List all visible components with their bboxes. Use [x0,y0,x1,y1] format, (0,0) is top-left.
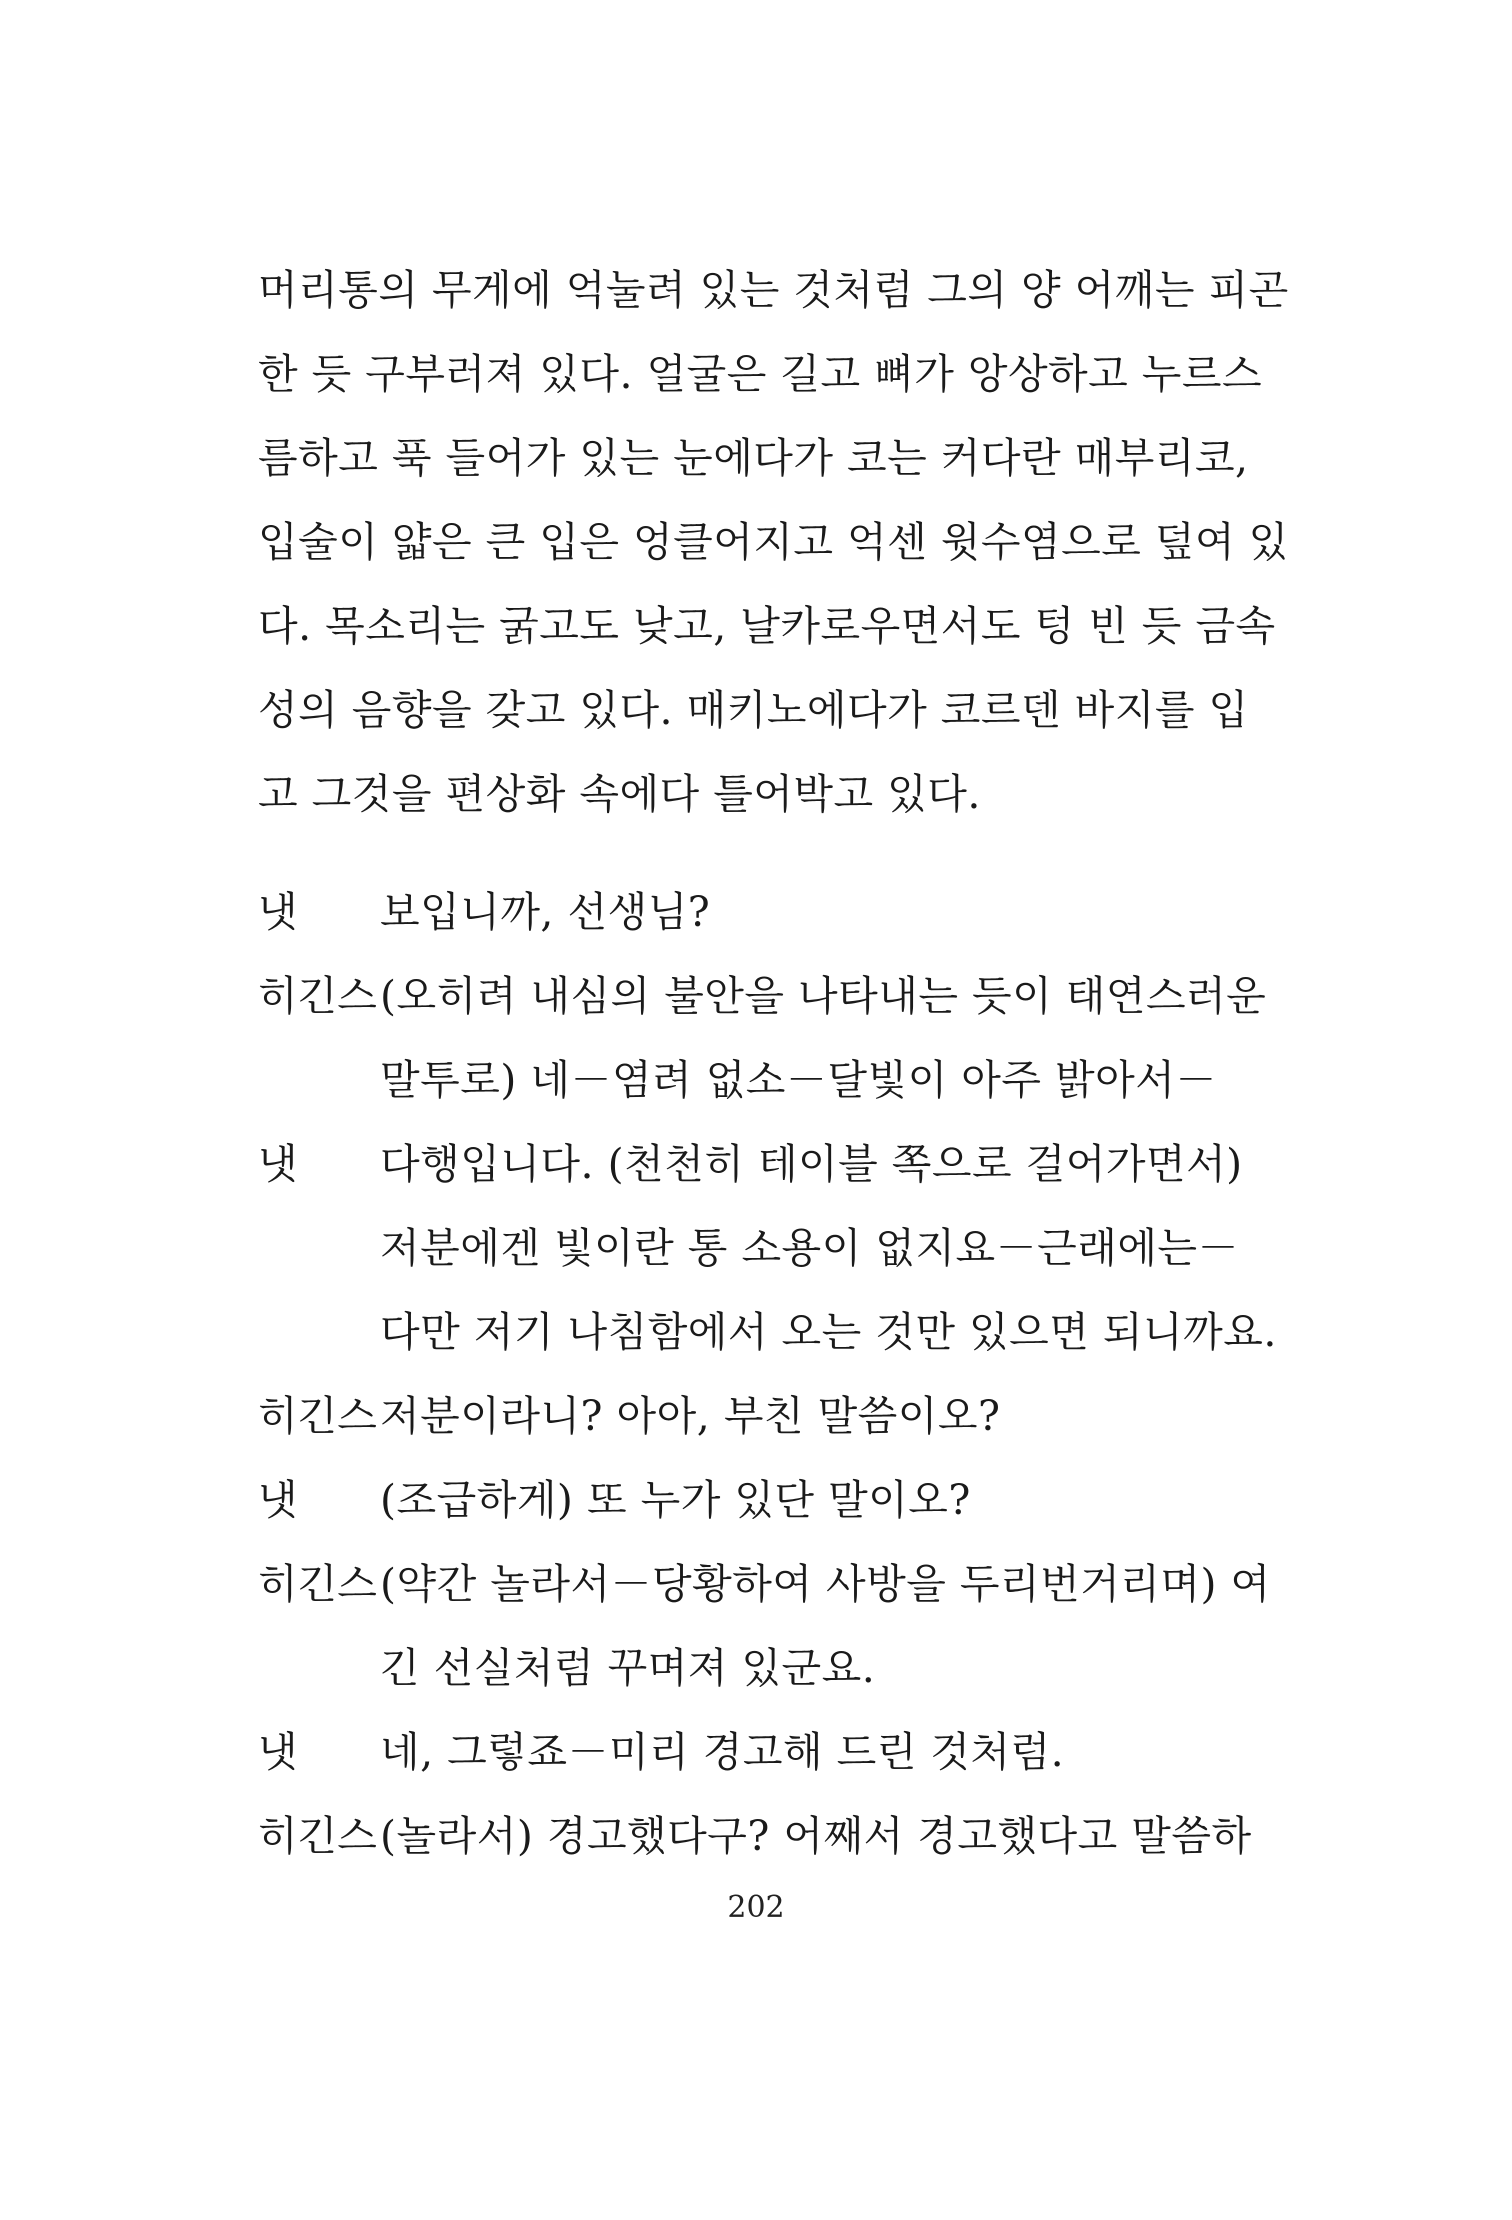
speaker-name: 냇 [258,1140,298,1188]
speaker-name: 냇 [258,888,298,936]
speech-block [258,1458,1258,1542]
speech-block [258,954,1267,1122]
speech-line: 다행입니다. (천천히 테이블 쪽으로 걸어가면서) [380,1140,1243,1188]
paragraph-line: 머리통의 무게에 억눌려 있는 것처럼 그의 양 어깨는 피곤 [258,266,1289,314]
speech-block [258,1374,1258,1458]
stage-direction-paragraph [258,248,1289,836]
speech-line: (놀라서) 경고했다구? 어째서 경고했다고 말씀하 [380,1812,1252,1860]
speech-line: 네, 그렇죠－미리 경고해 드린 것처럼. [380,1728,1065,1776]
speech-text [380,870,1258,954]
paragraph-line: 다. 목소리는 굵고도 낮고, 날카로우면서도 텅 빈 듯 금속 [258,602,1276,650]
paragraph-line: 한 듯 구부러져 있다. 얼굴은 길고 뼈가 앙상하고 누르스 [258,350,1263,398]
speech-block [258,870,1258,954]
speaker-name: 히긴스 [258,1812,377,1860]
speech-line: 다만 저기 나침함에서 오는 것만 있으면 되니까요. [380,1308,1277,1356]
speech-block [258,1122,1277,1374]
speech-text [380,1542,1271,1710]
speech-text [380,1374,1258,1458]
speech-line: 긴 선실처럼 꾸며져 있군요. [380,1644,876,1692]
speech-text [380,1794,1258,1878]
speech-block [258,1542,1271,1710]
paragraph-line: 름하고 푹 들어가 있는 눈에다가 코는 커다란 매부리코, [258,434,1249,482]
speech-line: 저분에겐 빛이란 통 소용이 없지요－근래에는－ [380,1224,1240,1272]
paragraph-line: 성의 음향을 갖고 있다. 매키노에다가 코르덴 바지를 입 [258,686,1249,734]
page-number: 202 [727,1890,785,1925]
speech-line: (조급하게) 또 누가 있단 말이오? [380,1476,971,1524]
speaker-name: 냇 [258,1728,298,1776]
dialogue-section [258,870,1277,1878]
speech-text [380,1710,1258,1794]
paragraph-line: 고 그것을 편상화 속에다 틀어박고 있다. [258,770,981,818]
speech-text [380,1122,1277,1374]
speaker-name: 히긴스 [258,972,377,1020]
speech-text [380,1458,1258,1542]
speech-line: 말투로) 네－염려 없소－달빛이 아주 밝아서－ [380,1056,1217,1104]
speech-line: 저분이라니? 아아, 부친 말씀이오? [380,1392,1001,1440]
speech-block [258,1794,1258,1878]
speech-line: (약간 놀라서－당황하여 사방을 두리번거리며) 여 [380,1560,1271,1608]
speaker-name: 냇 [258,1476,298,1524]
speaker-name: 히긴스 [258,1560,377,1608]
speech-line: 보입니까, 선생님? [380,888,711,936]
paragraph-line: 입술이 얇은 큰 입은 엉클어지고 억센 윗수염으로 덮여 있 [258,518,1289,566]
speech-block [258,1710,1258,1794]
speech-line: (오히려 내심의 불안을 나타내는 듯이 태연스러운 [380,972,1267,1020]
speaker-name: 히긴스 [258,1392,377,1440]
speech-text [380,954,1266,1122]
